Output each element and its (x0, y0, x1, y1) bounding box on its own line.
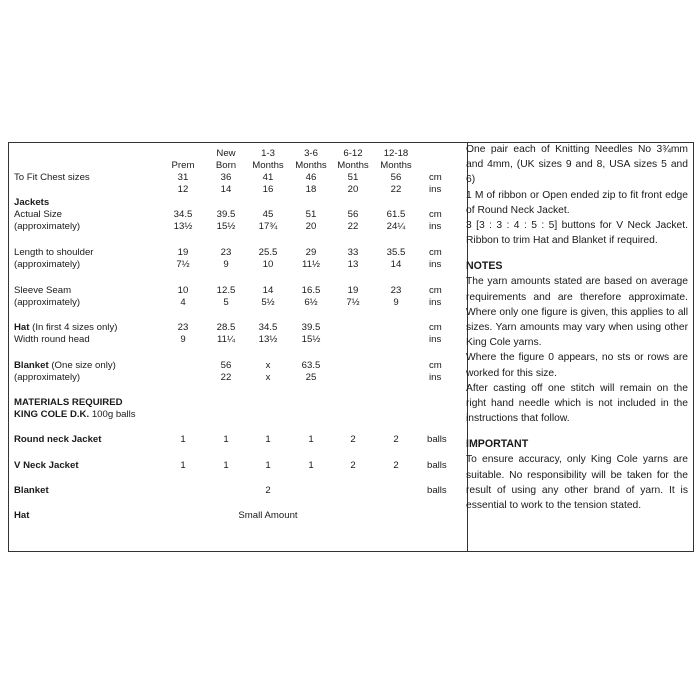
yarn-brand: KING COLE D.K. 100g balls (14, 409, 136, 420)
size-value: 17¾ (258, 221, 278, 232)
size-value: 41 (262, 172, 274, 183)
size-value: 61.5 (386, 209, 406, 220)
material-value: 1 (180, 434, 186, 445)
size-value: 5 (223, 297, 229, 308)
size-value: 12 (177, 184, 189, 195)
column-header: Months (337, 160, 369, 171)
column-header: 3-6 (304, 148, 318, 159)
unit-label: cm (429, 172, 442, 183)
size-value: 22 (390, 184, 402, 195)
size-value: 29 (305, 247, 317, 258)
column-header: 12-18 (383, 148, 409, 159)
size-value: 22 (347, 221, 359, 232)
size-value: 39.5 (301, 322, 321, 333)
size-value: 35.5 (386, 247, 406, 258)
size-value: 56 (220, 360, 232, 371)
unit-label: cm (429, 209, 442, 220)
notes-text-1: The yarn amounts stated are based on average requirements and are therefore approximate. Where only one figure is given, this applies to all sizes. Yarn amounts may vary when using other King Cole yarns. (466, 276, 688, 349)
material-value: 1 (308, 434, 314, 445)
unit-label: ins (429, 372, 442, 383)
material-label: Round neck Jacket (14, 434, 102, 445)
notes-text-3: After casting off one stitch will remain on the right hand needle which is not included in the instructions that follow. (466, 382, 688, 425)
materials-heading: MATERIALS REQUIRED (14, 397, 123, 408)
column-header: Months (252, 160, 284, 171)
row-label: (approximately) (14, 372, 81, 383)
size-value: 34.5 (258, 322, 278, 333)
size-value: 23 (177, 322, 189, 333)
unit-label: cm (429, 322, 442, 333)
material-label: V Neck Jacket (14, 460, 79, 471)
size-value: 14 (220, 184, 232, 195)
column-header: Months (295, 160, 327, 171)
column-header: Prem (171, 160, 195, 171)
unit-label: ins (429, 334, 442, 345)
size-value: 15½ (216, 221, 236, 232)
size-value: 25.5 (258, 247, 278, 258)
unit-label: ins (429, 221, 442, 232)
size-value: 22 (220, 372, 232, 383)
material-value: 2 (350, 460, 356, 471)
notes-text-2: Where the figure 0 appears, no sts or rows are worked for this size. (466, 352, 688, 379)
size-value: 56 (347, 209, 359, 220)
unit-label: ins (429, 259, 442, 270)
size-value: x (265, 360, 271, 371)
column-header: 6-12 (343, 148, 363, 159)
size-value: 36 (220, 172, 232, 183)
size-value: 18 (305, 184, 317, 195)
material-value: 1 (308, 460, 314, 471)
material-value: 1 (265, 460, 271, 471)
material-value: 2 (393, 460, 399, 471)
size-value: 51 (305, 209, 317, 220)
size-value: 10 (262, 259, 274, 270)
row-label: Width round head (14, 334, 90, 345)
size-value: 33 (347, 247, 359, 258)
size-value: 51 (347, 172, 359, 183)
unit-label: ins (429, 297, 442, 308)
buttons-text: 3 [3 : 3 : 4 : 5 : 5] buttons for V Neck Jacket. Ribbon to trim Hat and Blanket if required. (466, 220, 688, 247)
size-value: 15½ (301, 334, 321, 345)
column-header: 1-3 (261, 148, 275, 159)
size-value: 11¼ (217, 334, 235, 345)
size-value: 12.5 (216, 285, 236, 296)
size-value: 31 (177, 172, 189, 183)
size-value: 10 (177, 285, 189, 296)
unit-label: cm (429, 360, 442, 371)
size-value: 63.5 (301, 360, 321, 371)
size-value: 16 (262, 184, 274, 195)
material-value: 2 (265, 485, 271, 496)
row-label: Sleeve Seam (14, 285, 72, 296)
important-heading: IMPORTANT (466, 438, 529, 451)
important-text: To ensure accuracy, only King Cole yarns are suitable. No responsibility will be taken for the result of using any other brand of yarn. It is essential to work to the tension stated. (466, 454, 688, 512)
size-value: 14 (262, 285, 274, 296)
size-value: 23 (390, 285, 402, 296)
size-value: 9 (223, 259, 229, 270)
row-label: Length to shoulder (14, 247, 94, 258)
unit-label: cm (429, 247, 442, 258)
size-value: 13½ (173, 221, 193, 232)
material-value: 2 (350, 434, 356, 445)
size-value: 16.5 (301, 285, 321, 296)
size-value: 45 (262, 209, 274, 220)
size-value: 46 (305, 172, 317, 183)
unit-label: cm (429, 285, 442, 296)
requirements-column (466, 142, 688, 513)
size-value: 9 (393, 297, 399, 308)
size-value: x (265, 372, 271, 383)
size-value: 4 (180, 297, 186, 308)
column-header: New (216, 148, 236, 159)
size-value: 19 (347, 285, 359, 296)
ribbon-text: 1 M of ribbon or Open ended zip to fit front edge of Round Neck Jacket. (466, 189, 688, 216)
size-value: 19 (177, 247, 189, 258)
size-value: 7½ (346, 297, 360, 308)
material-value: 2 (393, 434, 399, 445)
size-value: 13½ (258, 334, 278, 345)
column-header: Months (380, 160, 412, 171)
column-header: Born (215, 160, 237, 171)
size-value: 20 (347, 184, 359, 195)
row-label: To Fit Chest sizes (14, 172, 90, 183)
needles-text: One pair each of Knitting Needles No 3¾mm and 4mm, (UK sizes 9 and 8, USA sizes 5 and 6) (466, 144, 688, 186)
row-label: (approximately) (14, 221, 81, 232)
size-value: 6½ (304, 297, 318, 308)
size-value: 56 (390, 172, 402, 183)
size-value: 28.5 (216, 322, 236, 333)
material-value: 1 (180, 460, 186, 471)
size-value: 34.5 (173, 209, 193, 220)
material-value: 1 (223, 460, 229, 471)
size-value: 20 (305, 221, 317, 232)
unit-label: balls (427, 460, 447, 471)
material-value: 1 (265, 434, 271, 445)
unit-label: balls (427, 485, 447, 496)
row-label: (approximately) (14, 259, 81, 270)
row-label: Jackets (14, 197, 50, 208)
size-value: 9 (180, 334, 186, 345)
unit-label: balls (427, 434, 447, 445)
material-value: 1 (223, 434, 229, 445)
notes-heading: NOTES (466, 260, 503, 273)
size-value: 14 (390, 259, 402, 270)
row-label: Actual Size (14, 209, 62, 220)
size-value: 39.5 (216, 209, 236, 220)
size-value: 7½ (176, 259, 190, 270)
material-note: Small Amount (238, 510, 298, 521)
row-label: Blanket (One size only) (14, 360, 116, 371)
size-value: 5½ (261, 297, 275, 308)
row-label: (approximately) (14, 297, 81, 308)
size-value: 23 (220, 247, 232, 258)
row-label: Hat (In first 4 sizes only) (14, 322, 118, 333)
size-value: 24¼ (386, 221, 406, 232)
material-label: Blanket (14, 485, 49, 496)
size-value: 13 (347, 259, 359, 270)
unit-label: ins (429, 184, 442, 195)
size-value: 11½ (302, 259, 320, 270)
size-value: 25 (305, 372, 317, 383)
material-label: Hat (14, 510, 30, 521)
